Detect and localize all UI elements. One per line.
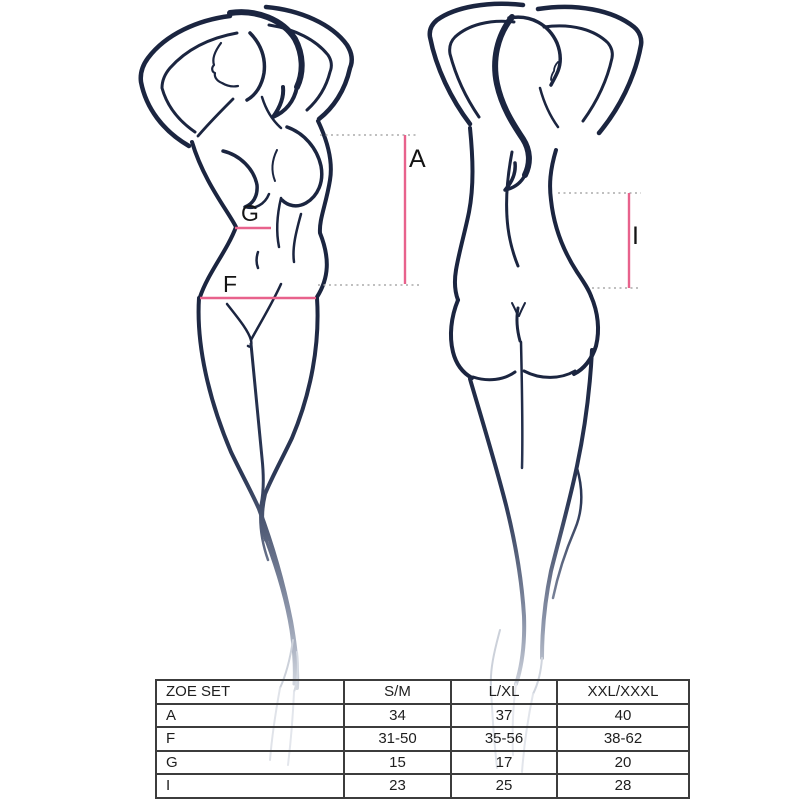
table-cell: 38-62: [557, 727, 689, 751]
table-cell: 17: [451, 751, 557, 775]
measurement-label-g: G: [241, 200, 259, 226]
table-row-g: [156, 751, 689, 775]
table-cell: 15: [344, 751, 451, 775]
table-cell: 25: [451, 774, 557, 798]
front-sternum: [273, 150, 277, 181]
table-header-product: ZOE SET: [156, 680, 344, 704]
table-cell: 31-50: [344, 727, 451, 751]
back-crease-left: [473, 372, 515, 380]
measurement-label-i: I: [632, 222, 639, 250]
back-butt-left-outer: [451, 300, 472, 378]
front-navel: [257, 252, 259, 268]
table-row-f: [156, 727, 689, 751]
table-cell: A: [156, 704, 344, 728]
back-crease-right: [524, 371, 575, 377]
table-header-row: [156, 680, 689, 704]
back-right-side: [550, 150, 591, 296]
front-hair-face-inner: [247, 33, 264, 100]
table-cell: I: [156, 774, 344, 798]
back-left-foot-line: [491, 630, 500, 686]
front-hair-top: [230, 12, 302, 87]
table-header-lxl: L/XL: [451, 680, 557, 704]
back-right-leg: [542, 350, 592, 658]
back-inner-thigh: [521, 342, 522, 468]
back-right-calf: [553, 468, 581, 598]
table-row-i: [156, 774, 689, 798]
front-ab-right: [293, 214, 301, 262]
table-cell: 35-56: [451, 727, 557, 751]
front-figure-drawing: [141, 7, 352, 765]
front-hair-curl: [273, 87, 297, 117]
front-left-leg-outer: [199, 298, 298, 688]
front-bikini-left: [227, 304, 251, 347]
table-cell: 34: [344, 704, 451, 728]
front-inner-thigh: [251, 344, 263, 505]
front-left-arm-inner: [162, 33, 237, 132]
front-right-torso: [317, 121, 331, 297]
front-ab-center: [277, 198, 281, 247]
back-butt-right-outer: [574, 296, 598, 374]
front-left-breast: [223, 151, 257, 207]
table-header-xxlxxxl: XXL/XXXL: [557, 680, 689, 704]
front-jaw-shoulder: [198, 99, 233, 136]
back-left-side: [455, 128, 473, 300]
front-right-breast: [282, 127, 322, 206]
front-bikini-right: [251, 284, 281, 340]
front-face-profile: [212, 43, 238, 86]
table-cell: 40: [557, 704, 689, 728]
table-row-a: [156, 704, 689, 728]
table-cell: 23: [344, 774, 451, 798]
table-cell: 28: [557, 774, 689, 798]
measurement-label-f: F: [223, 271, 238, 297]
table-cell: 37: [451, 704, 557, 728]
table-header-sm: S/M: [344, 680, 451, 704]
back-cleft-right-arm: [519, 303, 525, 316]
measurement-label-a: A: [409, 145, 426, 173]
table-cell: 20: [557, 751, 689, 775]
front-right-leg-outer: [262, 298, 317, 540]
size-table: [155, 679, 690, 799]
table-cell: G: [156, 751, 344, 775]
table-cell: F: [156, 727, 344, 751]
back-figure-drawing: [430, 4, 641, 772]
back-neck-strand: [540, 88, 558, 127]
